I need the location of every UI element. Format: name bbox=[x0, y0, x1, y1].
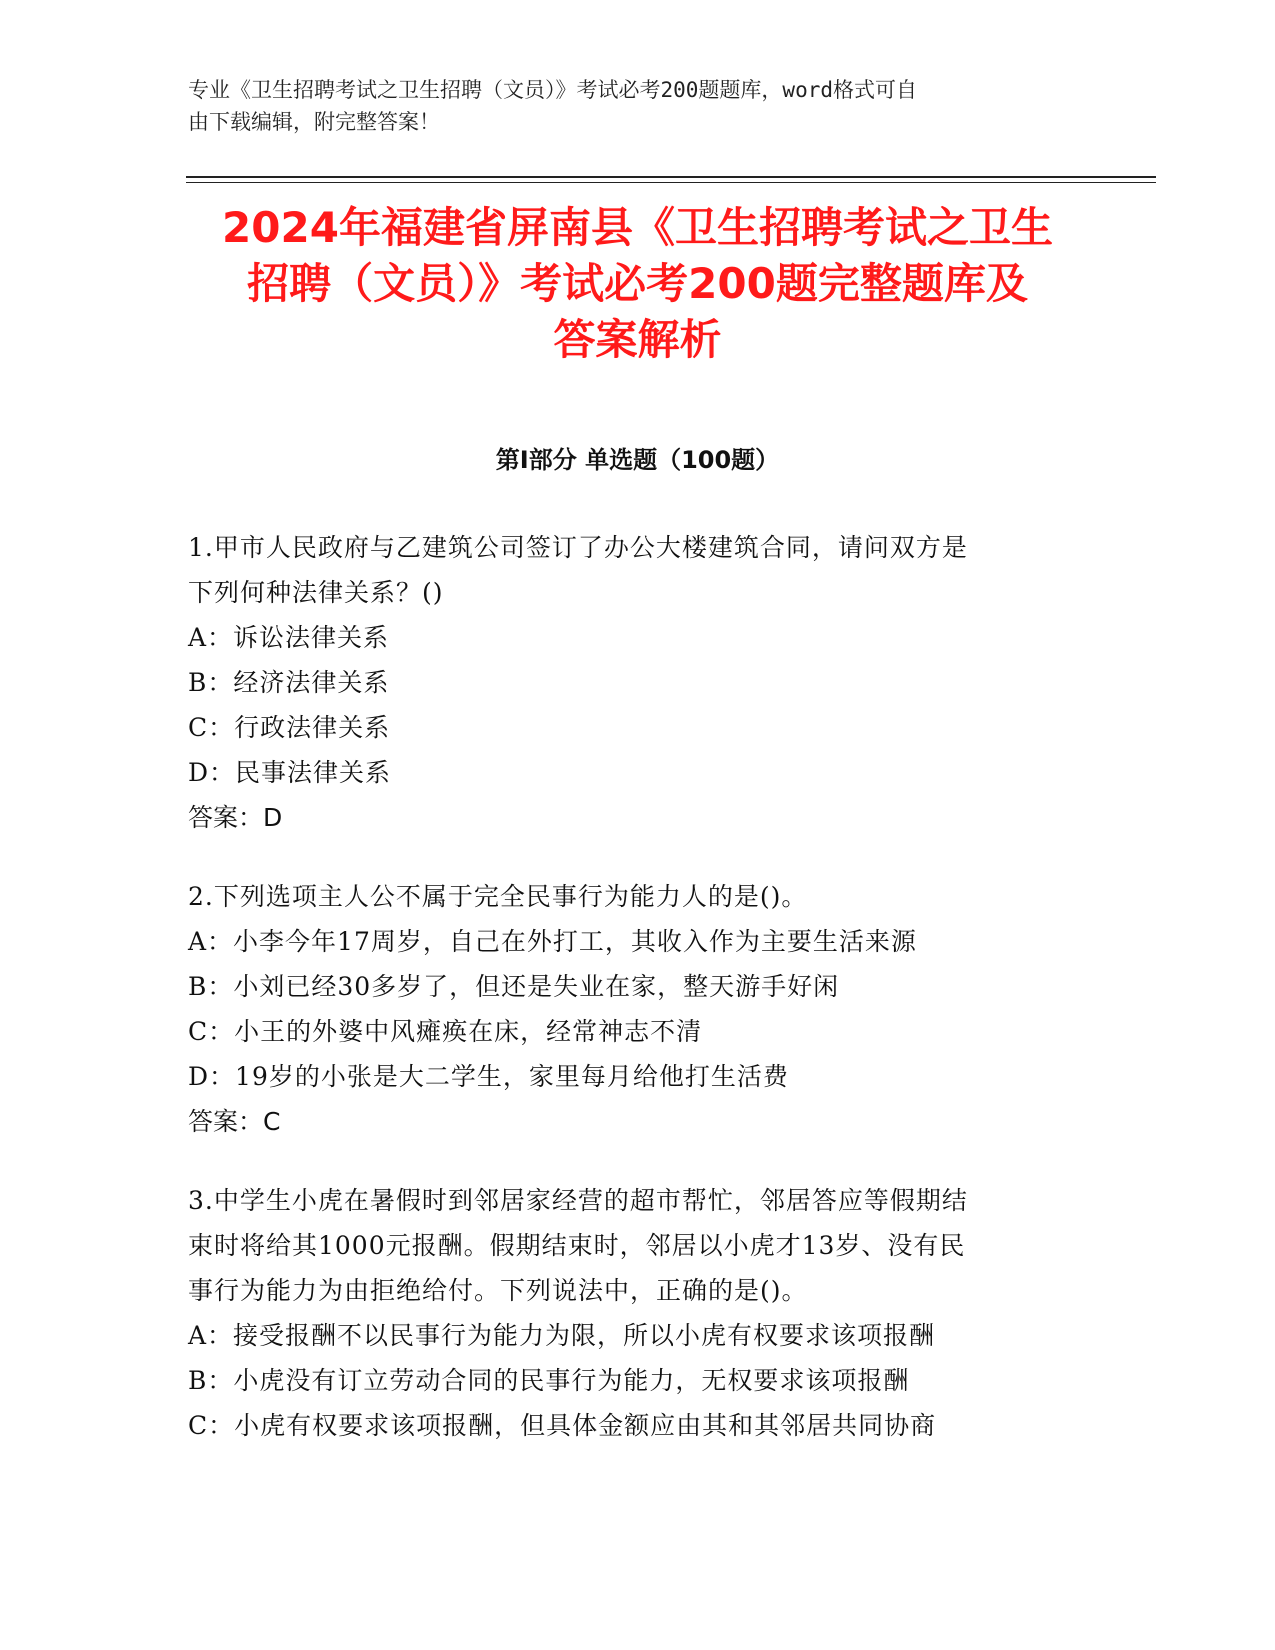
question-stem-line: 3.中学生小虎在暑假时到邻居家经营的超市帮忙，邻居答应等假期结 bbox=[188, 1186, 968, 1215]
option-a: A：接受报酬不以民事行为能力为限，所以小虎有权要求该项报酬 bbox=[188, 1321, 936, 1350]
option-d: D：民事法律关系 bbox=[188, 758, 392, 787]
option-b: B：小刘已经30多岁了，但还是失业在家，整天游手好闲 bbox=[188, 972, 840, 1001]
option-c: C：小王的外婆中风瘫痪在床，经常神志不清 bbox=[188, 1017, 703, 1046]
header-note bbox=[188, 74, 1068, 138]
option-b: B：经济法律关系 bbox=[188, 668, 390, 697]
option-d: D：19岁的小张是大二学生，家里每月给他打生活费 bbox=[188, 1062, 789, 1091]
option-c: C：小虎有权要求该项报酬，但具体金额应由其和其邻居共同协商 bbox=[188, 1411, 937, 1440]
option-a: A：小李今年17周岁，自己在外打工，其收入作为主要生活来源 bbox=[188, 927, 917, 956]
header-divider-thick bbox=[186, 176, 1156, 178]
question-stem-line: 事行为能力为由拒绝给付。下列说法中，正确的是()。 bbox=[188, 1276, 808, 1305]
document-title bbox=[150, 200, 1125, 368]
option-c: C：行政法律关系 bbox=[188, 713, 391, 742]
question-3 bbox=[188, 1178, 1068, 1448]
question-stem-line: 2.下列选项主人公不属于完全民事行为能力人的是()。 bbox=[188, 882, 808, 911]
document-title-line: 招聘（文员）》考试必考200题完整题库及 bbox=[247, 259, 1028, 308]
answer-line: 答案：D bbox=[188, 803, 283, 832]
answer-line: 答案：C bbox=[188, 1107, 281, 1136]
question-2 bbox=[188, 874, 1068, 1144]
option-b: B：小虎没有订立劳动合同的民事行为能力，无权要求该项报酬 bbox=[188, 1366, 910, 1395]
header-divider-thin bbox=[186, 182, 1156, 183]
header-note-line: 专业《卫生招聘考试之卫生招聘（文员）》考试必考200题题库，word格式可自 bbox=[188, 78, 917, 102]
question-stem-line: 1.甲市人民政府与乙建筑公司签订了办公大楼建筑合同，请问双方是 bbox=[188, 533, 968, 562]
document-title-line: 答案解析 bbox=[553, 315, 722, 364]
question-stem-line: 下列何种法律关系？() bbox=[188, 578, 444, 607]
document-title-line: 2024年福建省屏南县《卫生招聘考试之卫生 bbox=[222, 203, 1053, 252]
question-stem-line: 束时将给其1000元报酬。假期结束时，邻居以小虎才13岁、没有民 bbox=[188, 1231, 966, 1260]
question-list bbox=[188, 525, 1068, 1482]
section-heading: 第I部分 单选题（100题） bbox=[495, 446, 780, 474]
header-note-line: 由下载编辑，附完整答案！ bbox=[188, 110, 440, 134]
question-1 bbox=[188, 525, 1068, 840]
option-a: A：诉讼法律关系 bbox=[188, 623, 390, 652]
